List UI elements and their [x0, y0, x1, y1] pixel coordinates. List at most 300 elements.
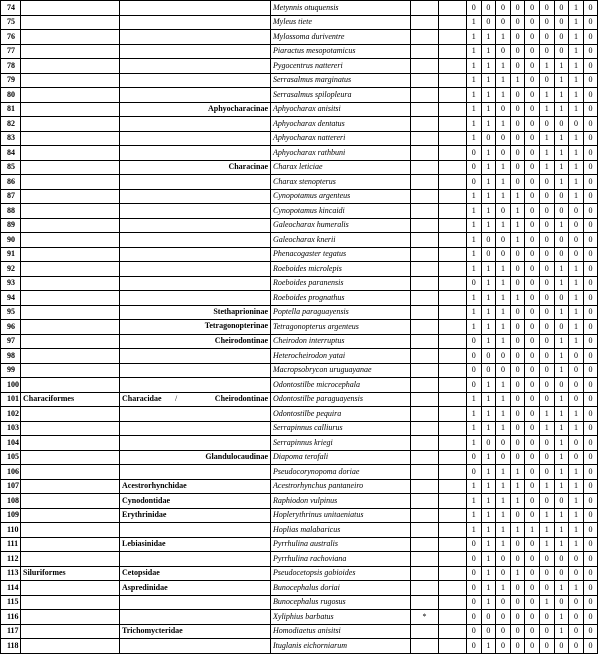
value-cell: 1 — [467, 421, 482, 436]
order-cell — [21, 1, 120, 16]
blank-cell — [439, 392, 467, 407]
value-cell: 1 — [569, 320, 584, 335]
mark-cell — [411, 349, 439, 364]
blank-cell — [439, 88, 467, 103]
table-row — [1, 189, 598, 204]
value-cell: 0 — [583, 102, 598, 117]
value-cell: 0 — [583, 508, 598, 523]
value-cell: 0 — [525, 218, 540, 233]
family-cell — [120, 392, 271, 407]
table-row — [1, 88, 598, 103]
value-cell: 0 — [583, 639, 598, 654]
family-name: Acestrorhynchidae — [122, 481, 187, 491]
value-cell: 0 — [467, 146, 482, 161]
value-cell: 0 — [569, 204, 584, 219]
mark-cell — [411, 523, 439, 538]
table-row — [1, 639, 598, 654]
value-cell: 1 — [510, 189, 525, 204]
mark-cell — [411, 233, 439, 248]
value-cell: 1 — [510, 494, 525, 509]
value-cell: 1 — [481, 30, 496, 45]
row-number: 105 — [1, 450, 21, 465]
value-cell: 0 — [510, 262, 525, 277]
value-cell: 0 — [525, 436, 540, 451]
value-cell: 1 — [510, 204, 525, 219]
value-cell: 0 — [467, 624, 482, 639]
table-row — [1, 610, 598, 625]
family-cell — [120, 146, 271, 161]
value-cell: 0 — [583, 146, 598, 161]
value-cell: 1 — [481, 552, 496, 567]
value-cell: 1 — [467, 218, 482, 233]
value-cell: 1 — [569, 537, 584, 552]
value-cell: 0 — [539, 436, 554, 451]
row-number: 98 — [1, 349, 21, 364]
mark-cell — [411, 450, 439, 465]
value-cell: 1 — [467, 508, 482, 523]
value-cell: 1 — [539, 160, 554, 175]
value-cell: 0 — [583, 160, 598, 175]
value-cell: 0 — [554, 494, 569, 509]
value-cell: 0 — [583, 465, 598, 480]
family-name: Trichomycteridae — [122, 626, 183, 636]
value-cell: 1 — [510, 523, 525, 538]
blank-cell — [439, 233, 467, 248]
species-cell: Serrasalmus spilopleura — [271, 88, 411, 103]
species-cell: Cynopotamus argenteus — [271, 189, 411, 204]
value-cell: 0 — [569, 233, 584, 248]
value-cell: 1 — [496, 494, 511, 509]
value-cell: 0 — [554, 595, 569, 610]
mark-cell — [411, 247, 439, 262]
row-number: 74 — [1, 1, 21, 16]
value-cell: 1 — [554, 363, 569, 378]
value-cell: 0 — [525, 276, 540, 291]
value-cell: 1 — [554, 349, 569, 364]
table-row — [1, 15, 598, 30]
value-cell: 0 — [510, 102, 525, 117]
row-number: 86 — [1, 175, 21, 190]
order-cell — [21, 131, 120, 146]
blank-cell — [439, 363, 467, 378]
value-cell: 0 — [539, 276, 554, 291]
value-cell: 1 — [481, 305, 496, 320]
value-cell: 0 — [510, 160, 525, 175]
mark-cell — [411, 1, 439, 16]
order-cell — [21, 73, 120, 88]
order-cell — [21, 334, 120, 349]
value-cell: 1 — [467, 73, 482, 88]
row-number: 75 — [1, 15, 21, 30]
value-cell: 1 — [539, 102, 554, 117]
value-cell: 0 — [569, 247, 584, 262]
value-cell: 0 — [569, 595, 584, 610]
mark-cell — [411, 465, 439, 480]
order-cell — [21, 523, 120, 538]
value-cell: 1 — [554, 334, 569, 349]
table-row — [1, 276, 598, 291]
value-cell: 0 — [510, 450, 525, 465]
species-cell: Phenacogaster tegatus — [271, 247, 411, 262]
value-cell: 1 — [467, 436, 482, 451]
value-cell: 1 — [510, 291, 525, 306]
value-cell: 0 — [525, 175, 540, 190]
value-cell: 0 — [510, 44, 525, 59]
family-cell — [120, 436, 271, 451]
value-cell: 1 — [467, 15, 482, 30]
value-cell: 0 — [539, 334, 554, 349]
mark-cell — [411, 566, 439, 581]
value-cell: 0 — [539, 610, 554, 625]
mark-cell — [411, 291, 439, 306]
mark-cell — [411, 363, 439, 378]
value-cell: 0 — [496, 146, 511, 161]
value-cell: 0 — [539, 204, 554, 219]
table-row — [1, 320, 598, 335]
family-cell — [120, 117, 271, 132]
value-cell: 1 — [554, 88, 569, 103]
value-cell: 1 — [496, 117, 511, 132]
table-row — [1, 160, 598, 175]
mark-cell — [411, 189, 439, 204]
order-cell — [21, 30, 120, 45]
species-cell: Xyliphius barbatus — [271, 610, 411, 625]
row-number: 103 — [1, 421, 21, 436]
species-cell: Cheirodon interruptus — [271, 334, 411, 349]
value-cell: 1 — [510, 479, 525, 494]
blank-cell — [439, 262, 467, 277]
value-cell: 0 — [525, 59, 540, 74]
value-cell: 0 — [583, 276, 598, 291]
species-cell: Pygocentrus nattereri — [271, 59, 411, 74]
mark-cell — [411, 508, 439, 523]
value-cell: 1 — [481, 88, 496, 103]
value-cell: 0 — [467, 378, 482, 393]
species-cell: Serrapinnus calliurus — [271, 421, 411, 436]
value-cell: 0 — [525, 639, 540, 654]
value-cell: 1 — [510, 566, 525, 581]
value-cell: 1 — [496, 378, 511, 393]
value-cell: 1 — [481, 421, 496, 436]
value-cell: 1 — [554, 407, 569, 422]
value-cell: 0 — [583, 392, 598, 407]
blank-cell — [439, 349, 467, 364]
row-number: 116 — [1, 610, 21, 625]
value-cell: 0 — [525, 421, 540, 436]
row-number: 81 — [1, 102, 21, 117]
value-cell: 0 — [510, 146, 525, 161]
value-cell: 1 — [481, 189, 496, 204]
table-row — [1, 595, 598, 610]
value-cell: 1 — [481, 479, 496, 494]
family-cell — [120, 537, 271, 552]
value-cell: 0 — [583, 523, 598, 538]
value-cell: 0 — [467, 595, 482, 610]
value-cell: 1 — [467, 44, 482, 59]
value-cell: 0 — [467, 610, 482, 625]
value-cell: 0 — [525, 465, 540, 480]
mark-cell — [411, 581, 439, 596]
order-cell — [21, 291, 120, 306]
blank-cell — [439, 508, 467, 523]
value-cell: 0 — [525, 131, 540, 146]
value-cell: 0 — [539, 392, 554, 407]
value-cell: 0 — [510, 363, 525, 378]
order-cell — [21, 537, 120, 552]
table-row — [1, 44, 598, 59]
family-cell — [120, 494, 271, 509]
table-row — [1, 349, 598, 364]
family-cell — [120, 552, 271, 567]
value-cell: 0 — [539, 566, 554, 581]
row-number: 95 — [1, 305, 21, 320]
value-cell: 1 — [510, 218, 525, 233]
species-cell: Hoplias malabaricus — [271, 523, 411, 538]
value-cell: 0 — [583, 349, 598, 364]
value-cell: 0 — [583, 450, 598, 465]
table-row — [1, 146, 598, 161]
blank-cell — [439, 276, 467, 291]
value-cell: 0 — [554, 233, 569, 248]
value-cell: 0 — [525, 479, 540, 494]
value-cell: 1 — [569, 262, 584, 277]
value-cell: 1 — [467, 233, 482, 248]
table-row — [1, 247, 598, 262]
value-cell: 0 — [583, 233, 598, 248]
row-number: 117 — [1, 624, 21, 639]
table-row — [1, 363, 598, 378]
table-row — [1, 552, 598, 567]
row-number: 109 — [1, 508, 21, 523]
subfamily-name: Tetragonopterinae — [204, 321, 268, 330]
table-row — [1, 102, 598, 117]
table-row — [1, 117, 598, 132]
value-cell: 0 — [539, 30, 554, 45]
row-number: 107 — [1, 479, 21, 494]
value-cell: 0 — [583, 595, 598, 610]
value-cell: 1 — [554, 73, 569, 88]
mark-cell — [411, 146, 439, 161]
value-cell: 0 — [510, 508, 525, 523]
value-cell: 0 — [583, 421, 598, 436]
row-number: 80 — [1, 88, 21, 103]
value-cell: 0 — [569, 610, 584, 625]
order-cell — [21, 407, 120, 422]
table-row — [1, 30, 598, 45]
order-cell — [21, 160, 120, 175]
value-cell: 1 — [510, 465, 525, 480]
value-cell: 0 — [481, 131, 496, 146]
value-cell: 0 — [554, 117, 569, 132]
value-cell: 1 — [496, 320, 511, 335]
value-cell: 1 — [569, 1, 584, 16]
row-number: 99 — [1, 363, 21, 378]
blank-cell — [439, 131, 467, 146]
value-cell: 1 — [496, 276, 511, 291]
family-cell — [120, 465, 271, 480]
family-cell — [120, 566, 271, 581]
slash-separator: / — [175, 393, 178, 403]
blank-cell — [439, 44, 467, 59]
value-cell: 1 — [554, 624, 569, 639]
value-cell: 1 — [496, 88, 511, 103]
species-cell: Charax leticiae — [271, 160, 411, 175]
mark-cell: * — [411, 610, 439, 625]
order-cell — [21, 639, 120, 654]
value-cell: 0 — [525, 363, 540, 378]
value-cell: 0 — [583, 88, 598, 103]
value-cell: 0 — [525, 30, 540, 45]
species-cell: Pseudocetopsis gobioides — [271, 566, 411, 581]
value-cell: 0 — [525, 117, 540, 132]
row-number: 77 — [1, 44, 21, 59]
value-cell: 1 — [496, 407, 511, 422]
family-cell — [120, 639, 271, 654]
value-cell: 0 — [539, 1, 554, 16]
value-cell: 0 — [496, 204, 511, 219]
value-cell: 0 — [525, 378, 540, 393]
table-row — [1, 233, 598, 248]
value-cell: 0 — [510, 1, 525, 16]
value-cell: 0 — [496, 363, 511, 378]
value-cell: 1 — [569, 15, 584, 30]
family-cell — [120, 276, 271, 291]
value-cell: 0 — [481, 1, 496, 16]
value-cell: 0 — [583, 624, 598, 639]
value-cell: 1 — [554, 421, 569, 436]
value-cell: 1 — [481, 378, 496, 393]
value-cell: 1 — [481, 334, 496, 349]
value-cell: 1 — [554, 523, 569, 538]
value-cell: 0 — [539, 581, 554, 596]
family-cell — [120, 624, 271, 639]
value-cell: 0 — [467, 363, 482, 378]
table-row — [1, 494, 598, 509]
value-cell: 0 — [525, 537, 540, 552]
value-cell: 0 — [583, 494, 598, 509]
family-cell — [120, 1, 271, 16]
family-cell — [120, 595, 271, 610]
value-cell: 0 — [539, 378, 554, 393]
table-row — [1, 523, 598, 538]
value-cell: 0 — [525, 204, 540, 219]
value-cell: 0 — [525, 305, 540, 320]
subfamily-name: Cheirodontinae — [214, 393, 268, 403]
row-number: 87 — [1, 189, 21, 204]
value-cell: 0 — [539, 494, 554, 509]
order-cell — [21, 378, 120, 393]
value-cell: 1 — [569, 291, 584, 306]
value-cell: 0 — [525, 233, 540, 248]
value-cell: 1 — [496, 189, 511, 204]
row-number: 100 — [1, 378, 21, 393]
row-number: 108 — [1, 494, 21, 509]
value-cell: 0 — [525, 566, 540, 581]
value-cell: 0 — [539, 305, 554, 320]
row-number: 79 — [1, 73, 21, 88]
value-cell: 1 — [467, 291, 482, 306]
value-cell: 1 — [481, 639, 496, 654]
family-cell — [120, 320, 271, 335]
family-name: Aspredinidae — [122, 582, 168, 592]
species-cell: Charax stenopterus — [271, 175, 411, 190]
table-row — [1, 305, 598, 320]
value-cell: 1 — [569, 44, 584, 59]
value-cell: 0 — [496, 233, 511, 248]
mark-cell — [411, 479, 439, 494]
subfamily-name: Characinae — [228, 161, 268, 171]
species-cell: Bunocephalus doriai — [271, 581, 411, 596]
value-cell: 1 — [569, 465, 584, 480]
value-cell: 0 — [525, 73, 540, 88]
order-cell — [21, 624, 120, 639]
value-cell: 1 — [496, 421, 511, 436]
row-number: 84 — [1, 146, 21, 161]
row-number: 106 — [1, 465, 21, 480]
value-cell: 0 — [525, 262, 540, 277]
value-cell: 0 — [510, 639, 525, 654]
blank-cell — [439, 305, 467, 320]
value-cell: 1 — [539, 146, 554, 161]
value-cell: 0 — [510, 59, 525, 74]
table-row — [1, 392, 598, 407]
value-cell: 0 — [554, 44, 569, 59]
species-cell: Roeboides paranensis — [271, 276, 411, 291]
value-cell: 0 — [467, 1, 482, 16]
value-cell: 0 — [496, 639, 511, 654]
row-number: 76 — [1, 30, 21, 45]
mark-cell — [411, 624, 439, 639]
blank-cell — [439, 566, 467, 581]
value-cell: 1 — [569, 131, 584, 146]
species-cell: Galeocharax knerii — [271, 233, 411, 248]
blank-cell — [439, 334, 467, 349]
value-cell: 0 — [583, 247, 598, 262]
blank-cell — [439, 15, 467, 30]
value-cell: 1 — [481, 566, 496, 581]
table-row — [1, 334, 598, 349]
value-cell: 1 — [467, 407, 482, 422]
blank-cell — [439, 218, 467, 233]
order-cell — [21, 320, 120, 335]
species-cell: Myleus tiete — [271, 15, 411, 30]
value-cell: 1 — [569, 305, 584, 320]
value-cell: 0 — [525, 146, 540, 161]
value-cell: 1 — [467, 88, 482, 103]
value-cell: 0 — [525, 494, 540, 509]
mark-cell — [411, 262, 439, 277]
family-cell — [120, 102, 271, 117]
value-cell: 0 — [539, 639, 554, 654]
value-cell: 1 — [554, 218, 569, 233]
value-cell: 1 — [467, 247, 482, 262]
value-cell: 0 — [583, 44, 598, 59]
family-name: Erythrinidae — [122, 510, 167, 520]
species-cell: Cynopotamus kincaidi — [271, 204, 411, 219]
value-cell: 1 — [554, 610, 569, 625]
value-cell: 1 — [496, 291, 511, 306]
order-cell — [21, 552, 120, 567]
mark-cell — [411, 436, 439, 451]
value-cell: 0 — [510, 537, 525, 552]
mark-cell — [411, 117, 439, 132]
row-number: 94 — [1, 291, 21, 306]
mark-cell — [411, 494, 439, 509]
row-number: 113 — [1, 566, 21, 581]
row-number: 97 — [1, 334, 21, 349]
mark-cell — [411, 407, 439, 422]
blank-cell — [439, 146, 467, 161]
